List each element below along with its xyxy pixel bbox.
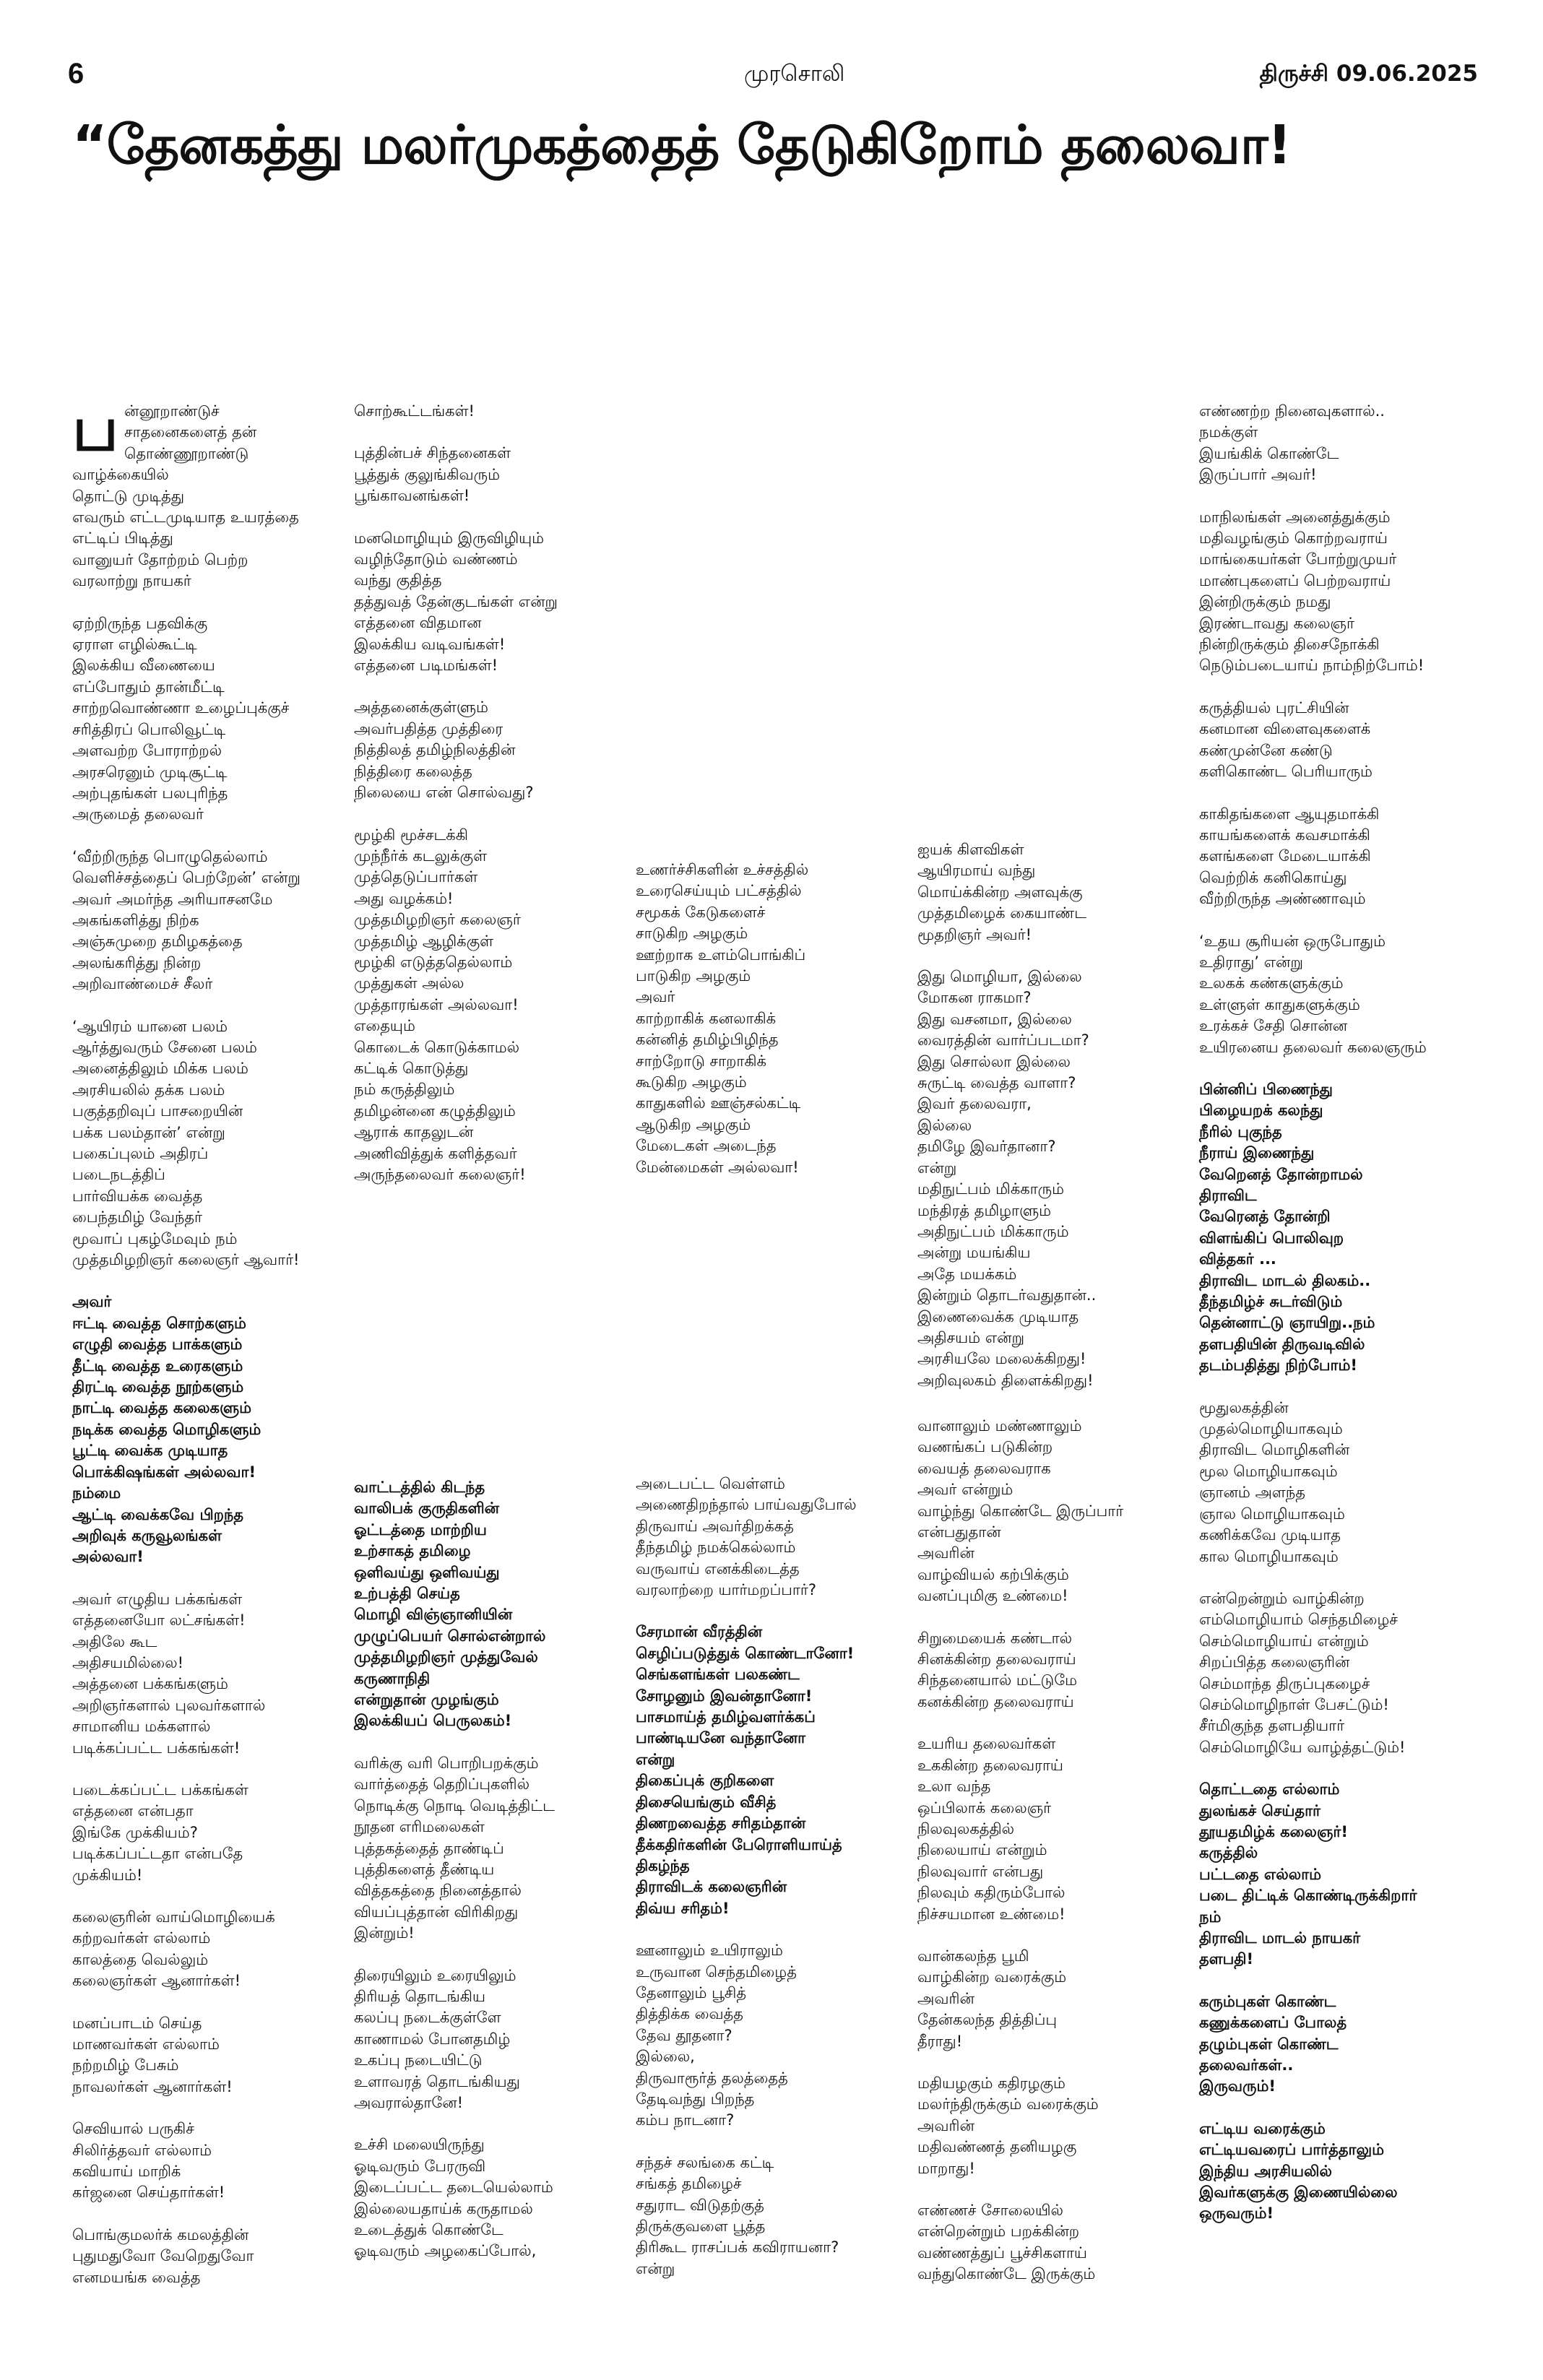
stanza: மாநிலங்கள் அனைத்துக்கும் மதிவழங்கும் கொற்றவராய் மாங்கையர்கள் போற்றுமுயர் மாண்புகளைப் பெற்றவராய் இன்றிருக்கும் நமது இரண்டாவது கலைஞர் நின்றிருக்கும் திசைநோக்கி நெடும்படையாய் நாம்நிற்போம்! — [1199, 508, 1425, 675]
stanza: மூழ்கி மூச்சடக்கி முந்நீர்க் கடலுக்குள் முத்தெடுப்பார்கள் அது வழக்கம்! முத்தமிழறிஞர் கலைஞர் முத்தமிழ் ஆழிக்குள் மூழ்கி எடுத்ததெல்லாம் முத்துகள் அல்ல முத்தாரங்கள் அல்லவா! எதையும் கொடைக் கொடுக்காமல் கட்டிக் கொடுத்து நம் கருத்திலும் தமிழன்னை கழுத்திலும் ஆராக் காதலுடன் அணிவித்துக் களித்தவர் அருந்தலைவர் கலைஞர்! — [354, 826, 526, 1183]
stanza: அத்தனைக்குள்ளும் அவர்பதித்த முத்திரை நித்திலத் தமிழ்நிலத்தின் நித்திரை கலைத்த நிலையை என் சொல்வது? — [354, 698, 534, 802]
stanza: காகிதங்களை ஆயுதமாக்கி காயங்களைக் கவசமாக்கி களங்களை மேடையாக்கி வெற்றிக் கனிகொய்து வீற்றிருந்த அண்ணாவும் — [1199, 805, 1380, 908]
stanza: புத்தின்பச் சிந்தனைகள் பூத்துக் குலுங்கிவரும் பூங்காவனங்கள்! — [354, 444, 511, 505]
stanza: உணர்ச்சிகளின் உச்சத்தில் உரைசெய்யும் பட்சத்தில் சமூகக் கேடுகளைச் சாடுகிற அழகும் ஊற்றாக உளம்பொங்கிப் பாடுகிற அழகும் அவர் காற்றாகிக் கனலாகிக் கன்னித் தமிழ்பிழிந்த சாற்றோடு சாறாகிக் கூடுகிற அழகும் காதுகளில் ஊஞ்சல்கட்டி ஆடுகிற அழகும் மேடைகள் அடைந்த மேன்மைகள் அல்லவா! — [636, 861, 809, 1176]
stanza: இது மொழியா, இல்லை மோகன ராகமா? இது வசனமா, இல்லை வைரத்தின் வார்ப்படமா? இது சொல்லா இல்லை சுருட்டி வைத்த வாளா? இவர் தலைவரா, இல்லை தமிழே இவர்தானா? என்று மதிநுட்பம் மிக்காரும் மந்திரத் தமிழாளும் அதிநுட்பம் மிக்காரும் அன்று மயங்கிய அதே மயக்கம் இன்றும் தொடர்வதுதான்.. இணைவைக்க முடியாத அதிசயம் என்று அரசியலே மலைக்கிறது! அறிவுலகம் திளைக்கிறது! — [917, 968, 1097, 1389]
stanza: கருத்தியல் புரட்சியின் கனமான விளைவுகளைக் கண்முன்னே கண்டு களிகொண்ட பெரியாரும் — [1199, 698, 1373, 781]
stanza: மனப்பாடம் செய்த மாணவர்கள் எல்லாம் நற்றமிழ் பேசும் நாவலர்கள் ஆனார்கள்! — [72, 2014, 233, 2095]
poem-column-3-lower — [636, 1474, 910, 2301]
poem-column-2 — [354, 401, 628, 1206]
stanza: ‘ஆயிரம் யானை பலம் ஆர்த்துவரும் சேனை பலம் அனைத்திலும் மிக்க பலம் அரசியலில் தக்க பலம் பகுத்தறிவுப் பாசறையின் பக்க பலம்தான்’ என்று பகைப்புலம் அதிரப் படைநடத்திப் பார்வியக்க வைத்த பைந்தமிழ் வேந்தர் மூவாப் புகழ்மேவும் நம் முத்தமிழறிஞர் கலைஞர் ஆவார்! — [72, 1017, 300, 1269]
stanza: திரையிலும் உரையிலும் திரியத் தொடங்கிய கலப்பு நடைக்குள்ளே காணாமல் போனதமிழ் உகப்பு நடையிட்டு உளாவரத் தொடங்கியது அவரால்தானே! — [354, 1966, 520, 2111]
stanza-bold: அவர் ஈட்டி வைத்த சொற்களும் எழுதி வைத்த பாக்களும் தீட்டி வைத்த உரைகளும் திரட்டி வைத்த நூற்களும் நாட்டி வைத்த கலைகளும் நடிக்க வைத்த மொழிகளும் பூட்டி வைக்க முடியாத பொக்கிஷங்கள் அல்லவா! நம்மை ஆட்டி வைக்கவே பிறந்த அறிவுக் கருவூலங்கள் அல்லவா! — [72, 1293, 262, 1566]
paper-name: முரசொலி — [744, 61, 845, 87]
stanza: உயரிய தலைவர்கள் உககின்ற தலைவராய் உலா வந்த ஒப்பிலாக் கலைஞர் நிலவுலகத்தில் நிலையாய் என்றும் நிலவுவார் என்பது நிலவும் கதிரும்போல் நிச்சயமான உண்மை! — [917, 1735, 1066, 1923]
stanza: மனமொழியும் இருவிழியும் வழிந்தோடும் வண்ணம் வந்து குதித்த தத்துவத் தேன்குடங்கள் என்று எத்தனை விதமான இலக்கிய வடிவங்கள்! எத்தனை படிமங்கள்! — [354, 529, 558, 675]
poem-column-2-lower — [354, 1477, 628, 2283]
poem-column-4 — [917, 839, 1192, 1412]
stanza-bold: சேரமான் வீரத்தின் செழிப்படுத்துக் கொண்டானோ! செங்களங்கள் பலகண்ட சோழனும் இவன்தானோ! பாசமாய்த் தமிழ்வளர்க்கப் பாண்டியனே வந்தானோ என்று திகைப்புக் குறிகளை திசையெங்கும் வீசித் திணறவைத்த சரிதம்தான் தீக்கதிர்களின் பேரொளியாய்த் திகழ்ந்த திராவிடக் கலைஞரின் திவ்ய சரிதம்! — [636, 1623, 855, 1917]
drop-cap: ப — [72, 393, 118, 465]
poem-column-5 — [1199, 401, 1474, 2246]
stanza: சிறுமையைக் கண்டால் சினக்கின்ற தலைவராய் சிந்தனையால் மட்டுமே கனக்கின்ற தலைவராய் — [917, 1629, 1078, 1710]
stanza: பொங்குமலர்க் கமலத்தின் புதுமதுவோ வேறெதுவோ எனமயங்க வைத்த — [72, 2225, 254, 2286]
stanza: ‘வீற்றிருந்த பொழுதெல்லாம் வெளிச்சத்தைப் பெற்றேன்’ என்று அவர் அமர்ந்த அரியாசனமே அகங்களித்து நிற்க அஞ்சுமுறை தமிழகத்தை அலங்கரித்து நின்ற அறிவாண்மைச் சீலர் — [72, 847, 301, 993]
poem-column-1 — [72, 393, 347, 2309]
page-number: 6 — [68, 58, 85, 90]
stanza: மதியழகும் கதிரழகும் மலர்ந்திருக்கும் வரைக்கும் அவரின் மதிவண்ணத் தனியழகு மாறாது! — [917, 2074, 1099, 2177]
stanza: சந்தச் சலங்கை கட்டி சங்கத் தமிழைச் சதுராட விடுதற்குத் திருக்குவளை பூத்த திரிகூட ராசப்பக் கவிராயனா? என்று — [636, 2153, 839, 2277]
stanza: மூதுலகத்தின் முதல்மொழியாகவும் திராவிட மொழிகளின் மூல மொழியாகவும் ஞானம் அளந்த ஞால மொழியாகவும் கணிக்கவே முடியாத கால மொழியாகவும் — [1199, 1398, 1350, 1565]
stanza-bold: வாட்டத்தில் கிடந்த வாலிபக் குருதிகளின் ஓட்டத்தை மாற்றிய உற்சாகத் தமிழை ஒளிவய்து ஒளிவய்து உற்பத்தி செய்த மொழி விஞ்ஞானியின் முழுப்பெயர் சொல்என்றால் முத்தமிழறிஞர் முத்துவேல் கருணாநிதி என்றுதான் முழங்கும் இலக்கியப் பெருலகம்! — [354, 1479, 546, 1730]
stanza-bold: கரும்புகள் கொண்ட கணுக்களைப் போலத் தழும்புகள் கொண்ட தலைவர்கள்.. இருவரும்! — [1199, 1992, 1347, 2095]
poem-column-4-lower — [917, 1416, 1192, 2306]
stanza: உச்சி மலையிருந்து ஓடிவரும் பேரருவி இடைப்பட்ட தடையெல்லாம் இல்லையதாய்க் கருதாமல் உடைத்துக் கொண்டே ஓடிவரும் அழகைப்போல், — [354, 2136, 553, 2260]
stanza-bold: பின்னிப் பிணைந்து பிழையறக் கலந்து நீரில் புகுந்த நீராய் இணைந்து வேறெனத் தோன்றாமல் திராவிட வேரெனத் தோன்றி விளங்கிப் பொலிவுற வித்தகர் ... திராவிட மாடல் திலகம்.. தீந்தமிழ்ச் சுடர்விடும் தென்னாட்டு ஞாயிறு..நம் தளபதியின் திருவடிவில் தடம்பதித்து நிற்போம்! — [1199, 1080, 1375, 1375]
poem-column-3 — [636, 860, 910, 1199]
headline: “தேனகத்து மலர்முகத்தைத் தேடுகிறோம் தலைவா! — [72, 114, 1292, 176]
stanza: ‘உதய சூரியன் ஒருபோதும் உதிராது’ என்று உலகக் கண்களுக்கும் உள்ளுள் காதுகளுக்கும் உரக்கச் சேதி சொன்ன உயிரனைய தலைவர் கலைஞரும் — [1199, 932, 1427, 1056]
stanza: அடைபட்ட வெள்ளம் அணைதிறந்தால் பாய்வதுபோல் திருவாய் அவர்திறக்கத் தீந்தமிழ் நமக்கெல்லாம் வருவாய் எனக்கிடைத்த வரலாற்றை யார்மறப்பார்? — [636, 1475, 857, 1599]
stanza: சொற்கூட்டங்கள்! — [354, 402, 475, 420]
stanza: ஏற்றிருந்த பதவிக்கு ஏராள எழில்கூட்டி இலக்கிய வீணையை எப்போதும் தான்மீட்டி சாற்றவொண்ணா உழைப்புக்குச் சரித்திரப் பொலிவூட்டி அளவற்ற போராற்றல் அரசரெனும் முடிசூட்டி அற்புதங்கள் பலபுரிந்த அருமைத் தலைவர் — [72, 614, 290, 823]
stanza: ஐயக் கிளவிகள் ஆயிரமாய் வந்து மொய்க்கின்ற அளவுக்கு முத்தமிழைக் கையாண்ட மூதறிஞர் அவர்! — [917, 841, 1086, 943]
stanza-text: ன்னூறாண்டுச் சாதனைகளைத் தன் தொண்ணூறாண்டு வாழ்க்கையில் தொட்டு முடித்து எவரும் எட்டமுடியாத உயரத்தை எட்டிப் பிடித்து வானுயர் தோற்றம் பெற்ற வரலாற்று நாயகர் — [72, 402, 299, 590]
stanza: செவியால் பருகிச் சிலிர்த்தவர் எல்லாம் கவியாய் மாறிக் கர்ஜனை செய்தார்கள்! — [72, 2120, 225, 2202]
stanza: அவர் எழுதிய பக்கங்கள் எத்தனையோ லட்சங்கள்! அதிலே கூட அதிசயமில்லை! அத்தனை பக்கங்களும் அறிஞர்களால் புலவர்களால் சாமானிய மக்களால் படிக்கப்பட்ட பக்கங்கள்! — [72, 1590, 266, 1757]
stanza: படைக்கப்பட்ட பக்கங்கள் எத்தனை என்பதா இங்கே முக்கியம்? படிக்கப்பட்டதா என்பதே முக்கியம்! — [72, 1780, 248, 1884]
stanza-bold: எட்டிய வரைக்கும் எட்டியவரைப் பார்த்தாலும் இந்திய அரசியலில் இவர்களுக்கு இணையில்லை ஒருவரும்! — [1199, 2119, 1398, 2223]
stanza: ஊனாலும் உயிராலும் உருவான செந்தமிழைத் தேனாலும் பூசித் தித்திக்க வைத்த தேவ தூதனா? இல்லை, திருவாரூர்த் தலத்தைத் தேடிவந்து பிறந்த கம்ப நாடனா? — [636, 1942, 797, 2129]
stanza-bold: தொட்டதை எல்லாம் துலங்கச் செய்தார் தூயதமிழ்க் கலைஞர்! கருத்தில் பட்டதை எல்லாம் படை திட்டிக் கொண்டிருக்கிறார் நம் திராவிட மாடல் நாயகர் தளபதி! — [1199, 1780, 1417, 1968]
stanza — [72, 393, 347, 592]
page-header — [0, 58, 1543, 101]
stanza: வானாலும் மண்ணாலும் வணங்கப் படுகின்ற வையத் தலைவராக அவர் என்றும் வாழ்ந்து கொண்டே இருப்பார் என்பதுதான் அவரின் வாழ்வியல் கற்பிக்கும் வனப்புமிகு உண்மை! — [917, 1417, 1124, 1605]
stanza: என்றென்றும் வாழ்கின்ற எம்மொழியாம் செந்தமிழைச் செம்மொழியாய் என்றும் சிறப்பித்த கலைஞரின் செம்மாந்த திருப்புகழைச் செம்மொழிநாள் பேசட்டும்! சீர்மிகுந்த தளபதியார் செம்மொழியே வாழ்த்தட்டும்! — [1199, 1589, 1406, 1756]
stanza: எண்ணற்ற நினைவுகளால்.. நமக்குள் இயங்கிக் கொண்டே இருப்பார் அவர்! — [1199, 402, 1385, 484]
edition-date: திருச்சி 09.06.2025 — [1259, 61, 1478, 87]
stanza: வான்கலந்த பூமி வாழ்கின்ற வரைக்கும் அவரின் தேன்கலந்த தித்திப்பு தீராது! — [917, 1947, 1067, 2050]
stanza: எண்ணச் சோலையில் என்றென்றும் பறக்கின்ற வண்ணத்துப் பூச்சிகளாய் வந்துகொண்டே இருக்கும் — [917, 2202, 1096, 2283]
stanza: வரிக்கு வரி பொறிபறக்கும் வார்த்தைத் தெறிப்புகளில் நொடிக்கு நொடி வெடித்திட்ட நூதன எரிமலைகள் புத்தகத்தைத் தாண்டிப் புத்திகளைத் தீண்டிய வித்தகத்தை நினைத்தால் வியப்புத்தான் விரிகிறது இன்றும்! — [354, 1754, 555, 1942]
stanza: கலைஞரின் வாய்மொழியைக் கற்றவர்கள் எல்லாம் காலத்தை வெல்லும் கலைஞர்கள் ஆனார்கள்! — [72, 1908, 275, 1990]
